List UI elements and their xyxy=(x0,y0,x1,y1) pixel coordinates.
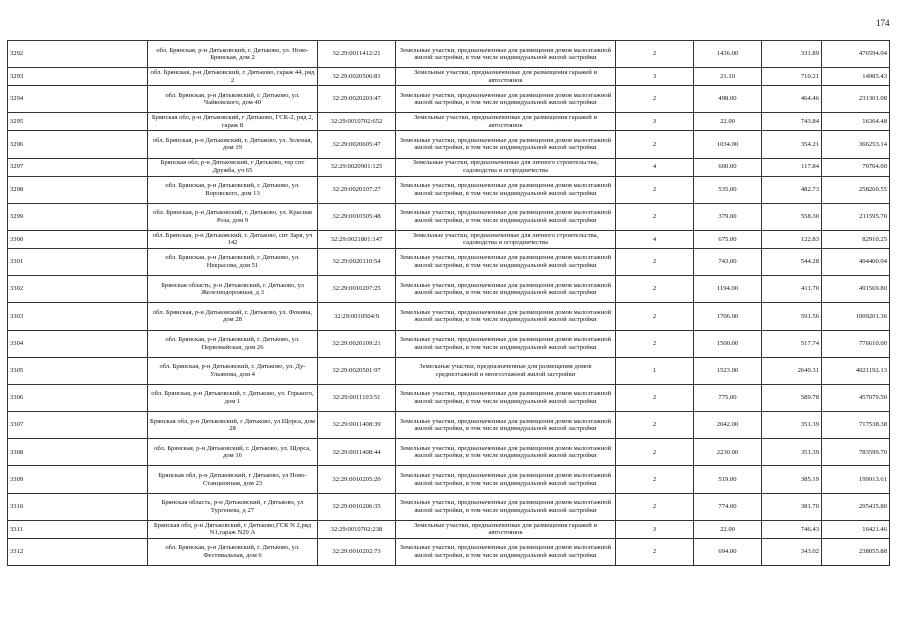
address-cell: обл. Брянская, р-н Дятьковский, г. Дятьково, ул. Некрасова, дом 51 xyxy=(148,248,318,275)
table-row xyxy=(8,412,890,439)
specific-value-cell: 517.74 xyxy=(762,330,822,357)
cadastral-value-cell: 258260.55 xyxy=(822,176,890,203)
table-row xyxy=(8,86,890,113)
cadastral-value-cell: 16421.46 xyxy=(822,520,890,538)
use-group-cell: 4 xyxy=(616,230,694,248)
area-cell: 1436.00 xyxy=(694,41,762,68)
table-row xyxy=(8,538,890,565)
land-use-cell: Земельные участки, предназначенные для размещения домов малоэтажной жилой застройки, в том числе индивидуальной жилой застройки xyxy=(396,176,616,203)
cadastral-value-cell: 70704.00 xyxy=(822,158,890,176)
row-number: 3311 xyxy=(8,520,148,538)
use-group-cell: 2 xyxy=(616,493,694,520)
specific-value-cell: 482.73 xyxy=(762,176,822,203)
row-number: 3310 xyxy=(8,493,148,520)
cadastral-number-cell: 32:29:0020901:125 xyxy=(318,158,396,176)
table-row xyxy=(8,131,890,158)
area-cell: 22.00 xyxy=(694,113,762,131)
cadastral-number-cell: 32:29:0010202:73 xyxy=(318,538,396,565)
address-cell: обл. Брянская, р-н Дятьковский, г. Дятьково, ул. Чайковского, дом 40 xyxy=(148,86,318,113)
specific-value-cell: 464.46 xyxy=(762,86,822,113)
cadastral-number-cell: 32:29:0020107:27 xyxy=(318,176,396,203)
row-number: 3296 xyxy=(8,131,148,158)
address-cell: обл. Брянская, р-н Дятьковский, г. Дятьково, ул. Ново-Брянская, дом 2 xyxy=(148,41,318,68)
page-number: 174 xyxy=(876,18,890,28)
cadastral-number-cell: 32:29:0011103:51 xyxy=(318,384,396,411)
cadastral-number-cell: 32:29:0021801:147 xyxy=(318,230,396,248)
cadastral-value-cell: 82910.25 xyxy=(822,230,890,248)
area-cell: 743.00 xyxy=(694,248,762,275)
row-number: 3293 xyxy=(8,68,148,86)
cadastral-number-cell: 32:29:0020110:54 xyxy=(318,248,396,275)
use-group-cell: 2 xyxy=(616,41,694,68)
table-row xyxy=(8,330,890,357)
table-row xyxy=(8,493,890,520)
land-use-cell: Земельные участки, предназначенные для размещения домов малоэтажной жилой застройки, в том числе индивидуальной жилой застройки xyxy=(396,466,616,493)
area-cell: 2042.00 xyxy=(694,412,762,439)
cadastral-value-cell: 4021192.13 xyxy=(822,357,890,384)
use-group-cell: 2 xyxy=(616,203,694,230)
specific-value-cell: 2640.31 xyxy=(762,357,822,384)
land-use-cell: Земельные участки, предназначенные для размещения гаражей и автостоянок xyxy=(396,520,616,538)
area-cell: 1194.00 xyxy=(694,276,762,303)
cadastral-number-cell: 32:29:0010205:20 xyxy=(318,466,396,493)
address-cell: обл. Брянская, р-н Дятьковский, г. Дятьково, ул. Фокина, дом 28 xyxy=(148,303,318,330)
row-number: 3312 xyxy=(8,538,148,565)
use-group-cell: 2 xyxy=(616,176,694,203)
specific-value-cell: 331.89 xyxy=(762,41,822,68)
area-cell: 675.00 xyxy=(694,230,762,248)
table-row xyxy=(8,466,890,493)
area-cell: 1034.00 xyxy=(694,131,762,158)
specific-value-cell: 381.70 xyxy=(762,493,822,520)
specific-value-cell: 354.21 xyxy=(762,131,822,158)
land-use-cell: Земельные участки, предназначенные для размещения домов малоэтажной жилой застройки, в том числе индивидуальной жилой застройки xyxy=(396,439,616,466)
address-cell: Брянская обл, р-н Дятьковский, г Дятьково, тер снт Дружба, уч 65 xyxy=(148,158,318,176)
table-row xyxy=(8,303,890,330)
address-cell: Брянская обл, р-н Дятьковский, г Дятьково,ГСК N 2,ряд N1,гараж N29 А xyxy=(148,520,318,538)
table-row xyxy=(8,276,890,303)
use-group-cell: 2 xyxy=(616,86,694,113)
use-group-cell: 2 xyxy=(616,538,694,565)
cadastral-number-cell: 32:29:0011408:39 xyxy=(318,412,396,439)
table-row xyxy=(8,68,890,86)
land-use-cell: Земельные участки, предназначенные для размещения домов малоэтажной жилой застройки, в том числе индивидуальной жилой застройки xyxy=(396,330,616,357)
area-cell: 22.00 xyxy=(694,520,762,538)
cadastral-number-cell: 32:29:0010702:652 xyxy=(318,113,396,131)
use-group-cell: 2 xyxy=(616,131,694,158)
cadastral-value-cell: 476594.04 xyxy=(822,41,890,68)
cadastral-number-cell: 32:29:0010702:238 xyxy=(318,520,396,538)
row-number: 3295 xyxy=(8,113,148,131)
row-number: 3303 xyxy=(8,303,148,330)
table-row xyxy=(8,439,890,466)
use-group-cell: 2 xyxy=(616,303,694,330)
area-cell: 600.00 xyxy=(694,158,762,176)
cadastral-value-cell: 366253.14 xyxy=(822,131,890,158)
use-group-cell: 4 xyxy=(616,158,694,176)
land-use-cell: Земельные участки, предназначенные для размещения домов малоэтажной жилой застройки, в том числе индивидуальной жилой застройки xyxy=(396,86,616,113)
row-number: 3307 xyxy=(8,412,148,439)
specific-value-cell: 544.28 xyxy=(762,248,822,275)
table-row xyxy=(8,384,890,411)
table-row xyxy=(8,113,890,131)
area-cell: 1706.00 xyxy=(694,303,762,330)
table-row xyxy=(8,230,890,248)
cadastral-number-cell: 32:29:0010505:48 xyxy=(318,203,396,230)
cadastral-number-cell: 32:29:0010504:9 xyxy=(318,303,396,330)
table-row xyxy=(8,41,890,68)
table-row xyxy=(8,203,890,230)
cadastral-value-cell: 16364.48 xyxy=(822,113,890,131)
row-number: 3309 xyxy=(8,466,148,493)
row-number: 3294 xyxy=(8,86,148,113)
cadastral-value-cell: 231301.08 xyxy=(822,86,890,113)
use-group-cell: 1 xyxy=(616,357,694,384)
land-use-cell: Земельные участки, предназначенные для личного строительства, садоводства и огородничества xyxy=(396,158,616,176)
specific-value-cell: 743.84 xyxy=(762,113,822,131)
address-cell: обл. Брянская, р-н Дятьковский, г. Дятьково, гараж 44, ряд 2 xyxy=(148,68,318,86)
area-cell: 519.00 xyxy=(694,466,762,493)
area-cell: 21.10 xyxy=(694,68,762,86)
address-cell: обл. Брянская, р-н Дятьковский, г. Дятьково, ул. Ду-Ульянова, дом 4 xyxy=(148,357,318,384)
row-number: 3292 xyxy=(8,41,148,68)
address-cell: Брянская область, р-н Дятьковский, г. Дятьково, ул Железнодорожная, д 3 xyxy=(148,276,318,303)
land-use-cell: Земельные участки, предназначенные для размещения домов среднеэтажной и многоэтажной жилой застройки xyxy=(396,357,616,384)
row-number: 3300 xyxy=(8,230,148,248)
specific-value-cell: 343.02 xyxy=(762,538,822,565)
area-cell: 1500.00 xyxy=(694,330,762,357)
specific-value-cell: 411.70 xyxy=(762,276,822,303)
land-use-cell: Земельные участки, предназначенные для размещения домов малоэтажной жилой застройки, в том числе индивидуальной жилой застройки xyxy=(396,131,616,158)
area-cell: 535.00 xyxy=(694,176,762,203)
cadastral-value-cell: 783599.70 xyxy=(822,439,890,466)
use-group-cell: 2 xyxy=(616,248,694,275)
row-number: 3302 xyxy=(8,276,148,303)
cadastral-number-cell: 32:29:0020203:47 xyxy=(318,86,396,113)
table-row xyxy=(8,158,890,176)
area-cell: 1523.00 xyxy=(694,357,762,384)
use-group-cell: 2 xyxy=(616,412,694,439)
row-number: 3306 xyxy=(8,384,148,411)
address-cell: обл. Брянская, р-н Дятьковский, г. Дятьково, ул. Красная Роза, дом 9 xyxy=(148,203,318,230)
land-use-cell: Земельные участки, предназначенные для размещения домов малоэтажной жилой застройки, в том числе индивидуальной жилой застройки xyxy=(396,276,616,303)
cadastral-value-cell: 295435.80 xyxy=(822,493,890,520)
row-number: 3298 xyxy=(8,176,148,203)
address-cell: Брянская обл, р-н Дятьковский, г Дятьково, ул Щорса, дом 28 xyxy=(148,412,318,439)
address-cell: обл. Брянская, р-н Дятьковский, г. Дятьково, ул. Воровского, дом 13 xyxy=(148,176,318,203)
area-cell: 775.00 xyxy=(694,384,762,411)
row-number: 3308 xyxy=(8,439,148,466)
address-cell: Брянская обл, р-н Дятьковский, г Дятьково, ГСК-2, ряд 2, гараж 8 xyxy=(148,113,318,131)
cadastral-number-cell: 32:29:0010207:25 xyxy=(318,276,396,303)
cadastral-number-cell: 32:29:0020109:21 xyxy=(318,330,396,357)
area-cell: 2230.00 xyxy=(694,439,762,466)
cadastral-number-cell: 32:29:0011408:44 xyxy=(318,439,396,466)
address-cell: обл. Брянская, р-н Дятьковский, г. Дятьково, ул. Зеленая, дом 19 xyxy=(148,131,318,158)
land-use-cell: Земельные участки, предназначенные для размещения гаражей и автостоянок xyxy=(396,68,616,86)
specific-value-cell: 117.84 xyxy=(762,158,822,176)
table-row xyxy=(8,357,890,384)
use-group-cell: 2 xyxy=(616,276,694,303)
row-number: 3301 xyxy=(8,248,148,275)
cadastral-value-cell: 404400.04 xyxy=(822,248,890,275)
address-cell: Брянская область, р-н Дятьковский, г Дятьково, ул Тургенева, д 27 xyxy=(148,493,318,520)
cadastral-number-cell: 32:29:0011412:21 xyxy=(318,41,396,68)
land-use-cell: Земельные участки, предназначенные для размещения домов малоэтажной жилой застройки, в том числе индивидуальной жилой застройки xyxy=(396,493,616,520)
cadastral-value-table xyxy=(7,40,890,566)
address-cell: обл. Брянская, р-н Дятьковский, г. Дятьково, ул. Щорса, дом 16 xyxy=(148,439,318,466)
cadastral-value-cell: 211595.70 xyxy=(822,203,890,230)
table-row xyxy=(8,520,890,538)
cadastral-value-cell: 457079.50 xyxy=(822,384,890,411)
cadastral-value-cell: 1009201.36 xyxy=(822,303,890,330)
cadastral-value-cell: 14985.43 xyxy=(822,68,890,86)
address-cell: Брянская обл, р-н Дятьковский, г Дятьково, ул Ново-Станционная, дом 23 xyxy=(148,466,318,493)
cadastral-number-cell: 32:29:0010206:35 xyxy=(318,493,396,520)
address-cell: обл. Брянская, р-н Дятьковский, г. Дятьково, ул. Горького, дом 1 xyxy=(148,384,318,411)
cadastral-value-cell: 491569.80 xyxy=(822,276,890,303)
row-number: 3297 xyxy=(8,158,148,176)
land-use-cell: Земельные участки, предназначенные для размещения гаражей и автостоянок xyxy=(396,113,616,131)
address-cell: обл. Брянская, р-н Дятьковский, г. Дятьково, снт Заря, уч 142 xyxy=(148,230,318,248)
land-use-cell: Земельные участки, предназначенные для размещения домов малоэтажной жилой застройки, в том числе индивидуальной жилой застройки xyxy=(396,41,616,68)
specific-value-cell: 558.30 xyxy=(762,203,822,230)
use-group-cell: 3 xyxy=(616,68,694,86)
use-group-cell: 2 xyxy=(616,384,694,411)
specific-value-cell: 385.19 xyxy=(762,466,822,493)
row-number: 3299 xyxy=(8,203,148,230)
cadastral-value-cell: 717538.38 xyxy=(822,412,890,439)
area-cell: 774.00 xyxy=(694,493,762,520)
area-cell: 379.00 xyxy=(694,203,762,230)
specific-value-cell: 710.21 xyxy=(762,68,822,86)
table-row xyxy=(8,176,890,203)
cadastral-value-cell: 776610.00 xyxy=(822,330,890,357)
area-cell: 694.00 xyxy=(694,538,762,565)
specific-value-cell: 591.56 xyxy=(762,303,822,330)
row-number: 3305 xyxy=(8,357,148,384)
land-use-cell: Земельные участки, предназначенные для размещения домов малоэтажной жилой застройки, в том числе индивидуальной жилой застройки xyxy=(396,248,616,275)
cadastral-number-cell: 32:29:0020506:81 xyxy=(318,68,396,86)
cadastral-number-cell: 32:29:0020605:47 xyxy=(318,131,396,158)
land-use-cell: Земельные участки, предназначенные для личного строительства, садоводства и огородничества xyxy=(396,230,616,248)
cadastral-value-cell: 199913.61 xyxy=(822,466,890,493)
specific-value-cell: 746.43 xyxy=(762,520,822,538)
use-group-cell: 3 xyxy=(616,520,694,538)
address-cell: обл. Брянская, р-н Дятьковский, г. Дятьково, ул. Первомайская, дом 26 xyxy=(148,330,318,357)
use-group-cell: 2 xyxy=(616,466,694,493)
use-group-cell: 2 xyxy=(616,330,694,357)
specific-value-cell: 351.39 xyxy=(762,439,822,466)
row-number: 3304 xyxy=(8,330,148,357)
cadastral-number-cell: 32:29:0020501:97 xyxy=(318,357,396,384)
use-group-cell: 2 xyxy=(616,439,694,466)
address-cell: обл. Брянская, р-н Дятьковский, г. Дятьково, ул. Фестивальная, дом 6 xyxy=(148,538,318,565)
table-row xyxy=(8,248,890,275)
specific-value-cell: 122.83 xyxy=(762,230,822,248)
land-use-cell: Земельные участки, предназначенные для размещения домов малоэтажной жилой застройки, в том числе индивидуальной жилой застройки xyxy=(396,412,616,439)
specific-value-cell: 589.78 xyxy=(762,384,822,411)
use-group-cell: 3 xyxy=(616,113,694,131)
area-cell: 498.00 xyxy=(694,86,762,113)
land-use-cell: Земельные участки, предназначенные для размещения домов малоэтажной жилой застройки, в том числе индивидуальной жилой застройки xyxy=(396,538,616,565)
land-use-cell: Земельные участки, предназначенные для размещения домов малоэтажной жилой застройки, в том числе индивидуальной жилой застройки xyxy=(396,384,616,411)
land-use-cell: Земельные участки, предназначенные для размещения домов малоэтажной жилой застройки, в том числе индивидуальной жилой застройки xyxy=(396,303,616,330)
table-body xyxy=(8,41,890,566)
cadastral-value-cell: 238055.88 xyxy=(822,538,890,565)
specific-value-cell: 351.39 xyxy=(762,412,822,439)
land-use-cell: Земельные участки, предназначенные для размещения домов малоэтажной жилой застройки, в том числе индивидуальной жилой застройки xyxy=(396,203,616,230)
